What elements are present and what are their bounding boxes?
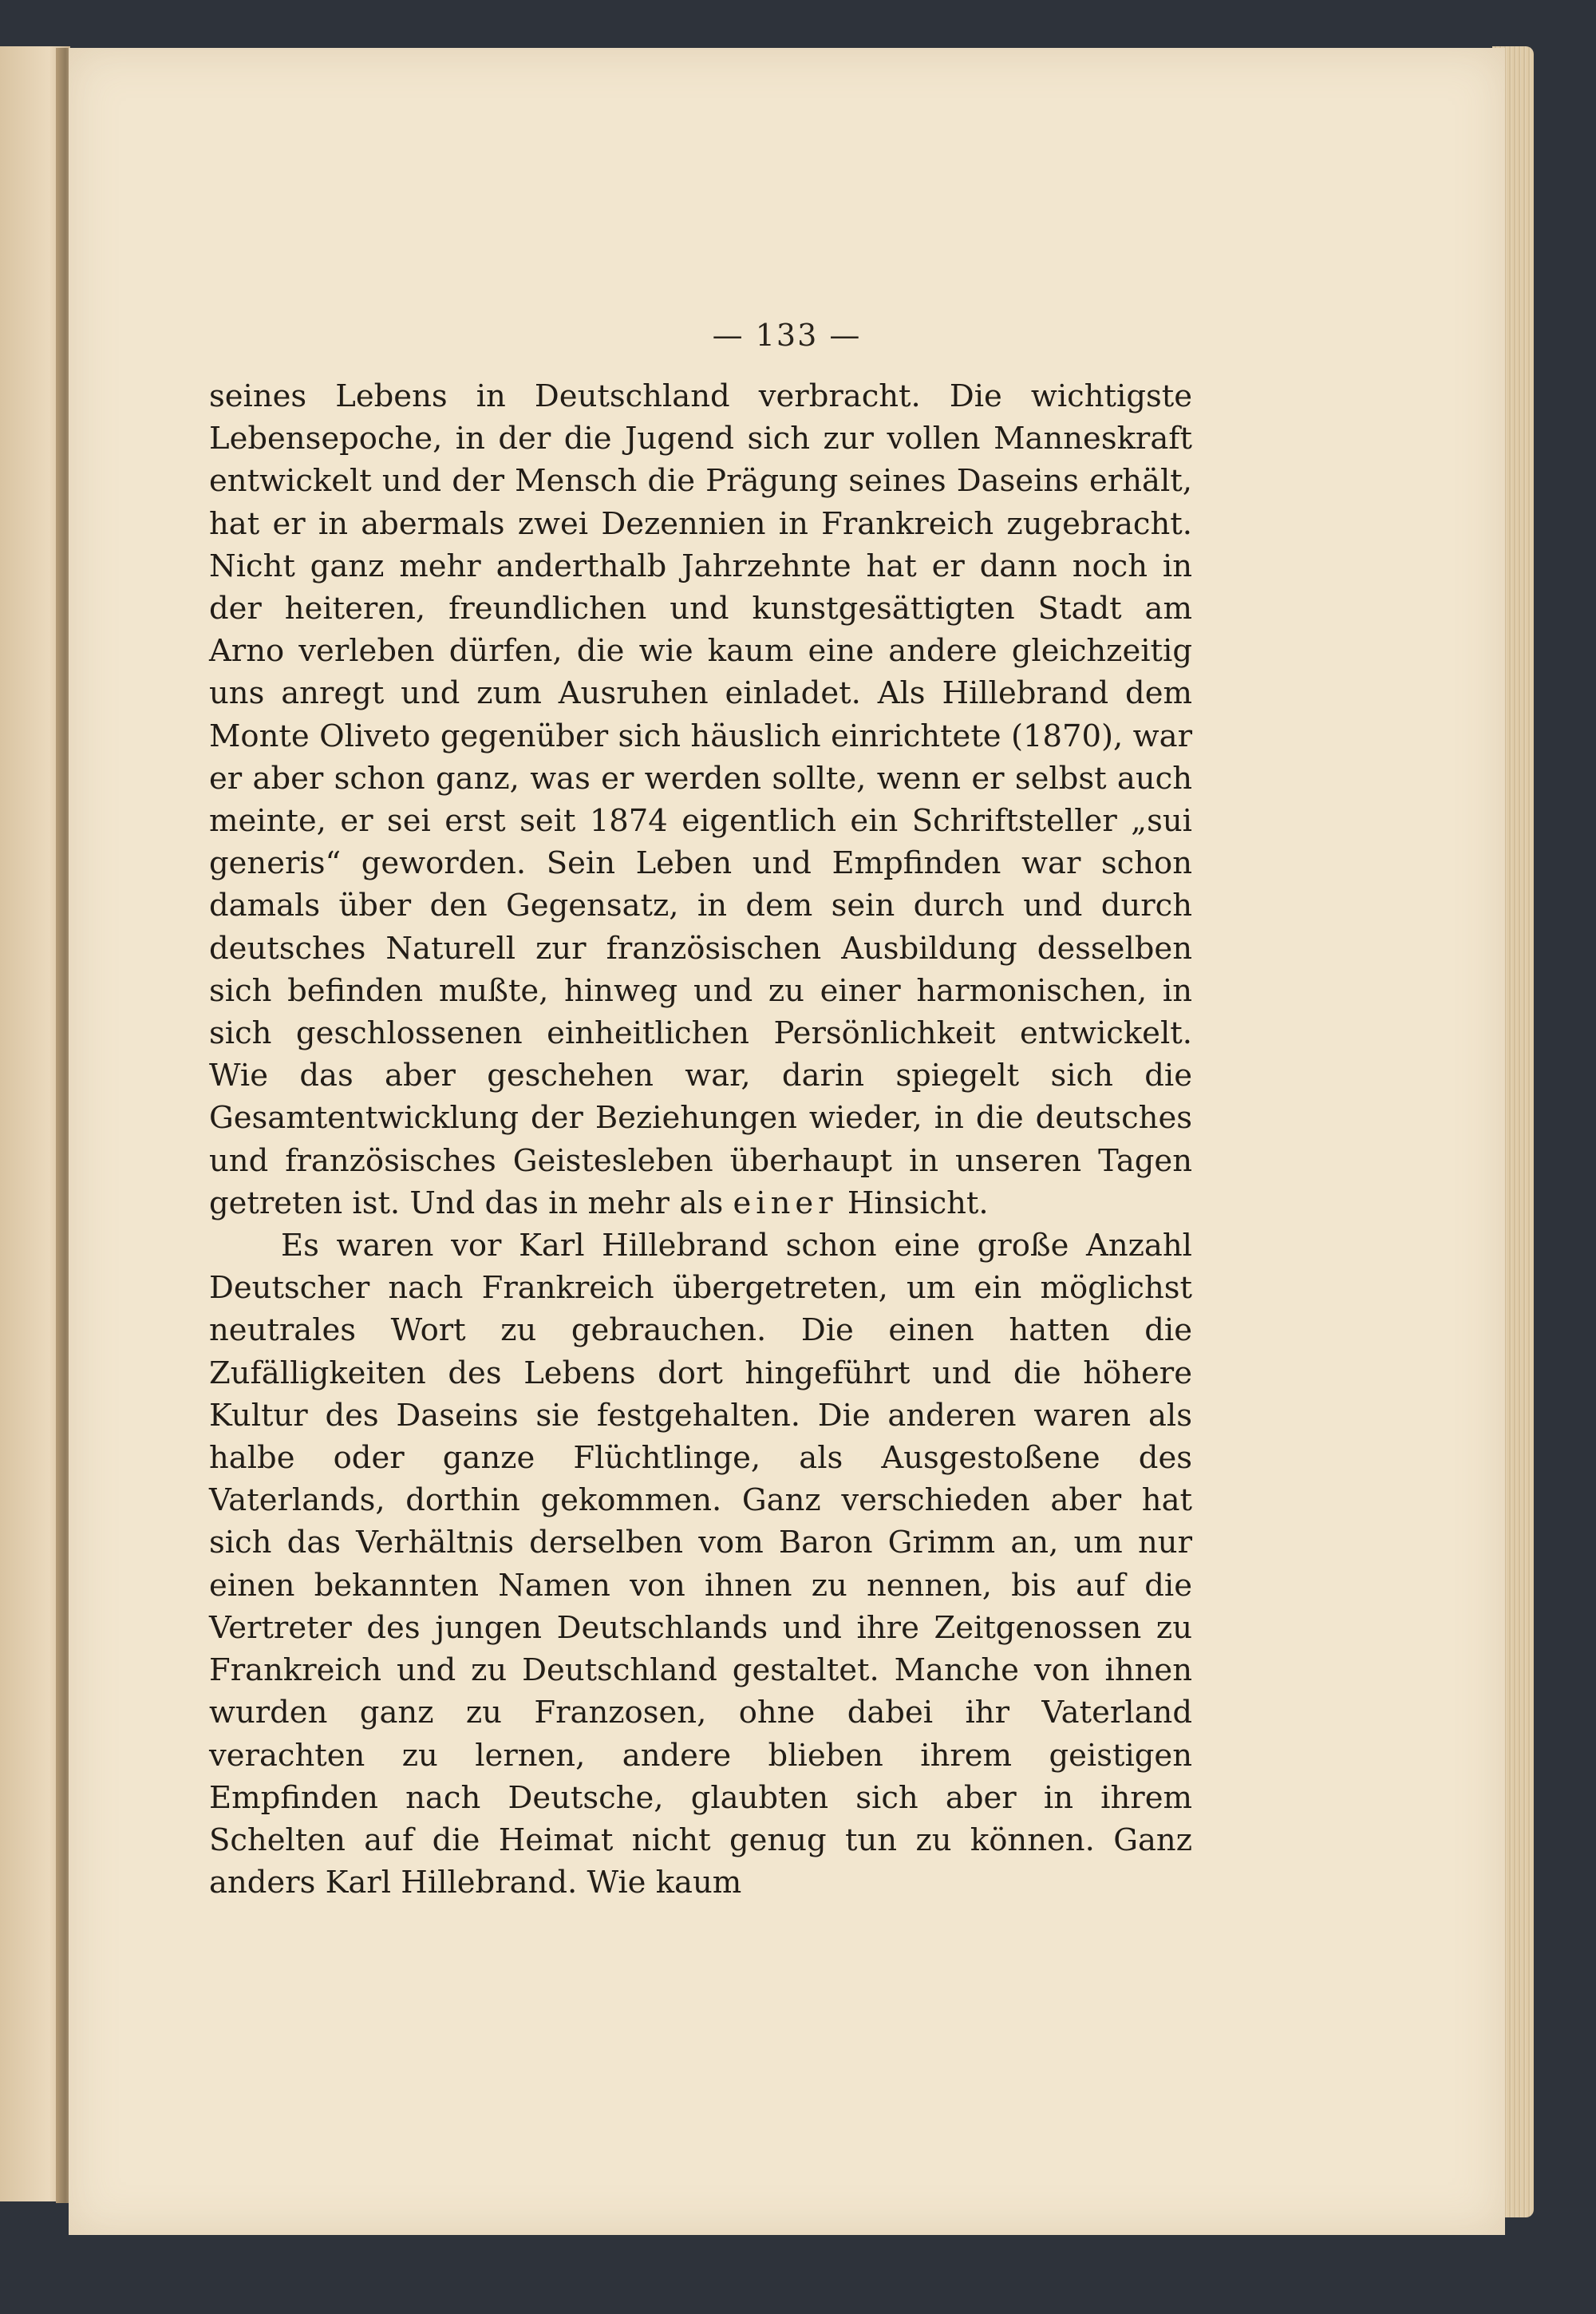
page-number: — 133 — bbox=[712, 318, 862, 353]
paragraph-2: Es waren vor Karl Hillebrand schon eine große Anzahl Deutscher nach Frankreich übergetreten, um ein möglichst neutrales Wort zu gebrauchen. Die einen hatten die Zufälligkeiten des Lebens dort hingeführt und die höhere Kultur des Daseins sie festgehalten. Die anderen waren als halbe oder ganze Flüchtlinge, als Ausgestoßene des Vaterlands, dorthin gekommen. Ganz verschieden aber hat sich das Verhältnis derselben vom Baron Grimm an, um nur einen bekannten Namen von ihnen zu nennen, bis auf die Vertreter des jungen Deutschlands und ihre Zeitgenossen zu Frankreich und zu Deutschland gestaltet. Manche von ihnen wurden ganz zu Franzosen, ohne dabei ihr Vaterland verachten zu lernen, andere blieben ihrem geistigen Empfinden nach Deutsche, glaubten sich aber in ihrem Schelten auf die Heimat nicht genug tun zu können. Ganz anders Karl Hillebrand. Wie kaum bbox=[209, 1228, 1192, 1901]
paragraph-1 bbox=[209, 375, 1192, 1224]
paragraph-1-end: Hinsicht. bbox=[847, 1185, 989, 1221]
emphasized-word: einer bbox=[733, 1185, 838, 1221]
paragraph-1-text: seines Lebens in Deutschland verbracht. Die wichtigste Lebensepoche, in der die Jugend sich zur vollen Manneskraft entwickelt und der Mensch die Prägung seines Daseins erhält, hat er in abermals zwei Dezennien in Frankreich zugebracht. Nicht ganz mehr anderthalb Jahrzehnte hat er dann noch in der heiteren, freundlichen und kunstgesättigten Stadt am Arno verleben dürfen, die wie kaum eine andere gleichzeitig uns anregt und zum Ausruhen einladet. Als Hillebrand dem Monte Oliveto gegenüber sich häuslich einrichtete (1870), war er aber schon ganz, was er werden sollte, wenn er selbst auch meinte, er sei erst seit 1874 eigentlich ein Schriftsteller „sui generis“ geworden. Sein Leben und Empfinden war schon damals über den Gegensatz, in dem sein durch und durch deutsches Naturell zur französischen Ausbildung desselben sich befinden mußte, hinweg und zu einer harmonischen, in sich geschlossenen einheitlichen Persönlichkeit entwickelt. Wie das aber geschehen war, darin spiegelt sich die Gesamtentwicklung der Beziehungen wieder, in die deutsches und französisches Geistesleben überhaupt in unseren Tagen getreten ist. Und das in mehr als bbox=[209, 378, 1192, 1221]
body-text bbox=[209, 375, 1192, 1916]
